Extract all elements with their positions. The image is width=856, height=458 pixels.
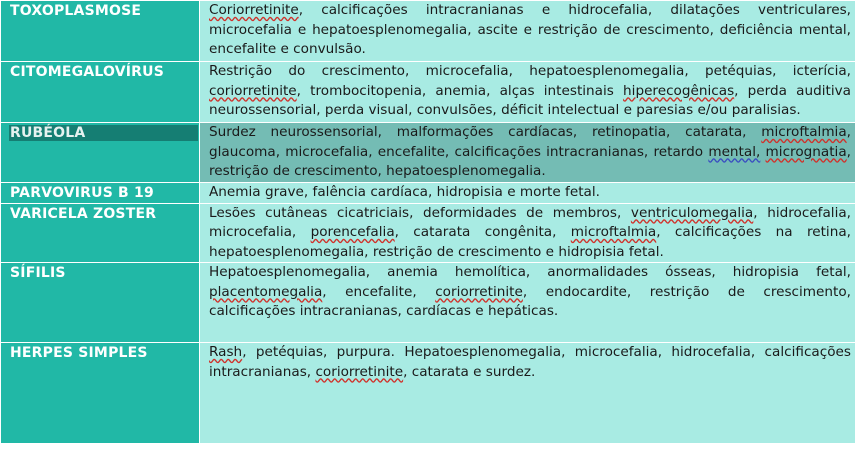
- findings-text: , endocardite, restrição de crescimento, calcificações intracranianas, cardíacas e hepáticas.: [209, 283, 851, 319]
- infection-name: SÍFILIS: [10, 265, 66, 281]
- spellcheck-flagged-word: Rash: [209, 344, 243, 360]
- infection-name-cell[interactable]: [1, 1, 200, 62]
- findings-cell[interactable]: [200, 203, 856, 263]
- findings-text: , trombocitopenia, anemia, alças intestinais: [296, 82, 624, 99]
- findings-text: Lesões cutâneas cicatriciais, deformidades de membros,: [209, 204, 631, 221]
- findings-text: , calcificações na retina, hepatoesplenomegalia, restrição de crescimento e hidropisia fetal.: [209, 224, 851, 260]
- infection-name-cell[interactable]: [1, 263, 200, 343]
- findings-text: , perda auditiva neurossensorial, perda visual, convulsões, déficit intelectual e paresias e/ou paralisias.: [209, 82, 851, 118]
- findings-text: , catarata congênita,: [394, 224, 571, 240]
- spellcheck-flagged-word: Coriorretinite: [209, 2, 299, 18]
- findings-text: , glaucoma, microcefalia, encefalite, calcificações intracranianas, retardo: [209, 124, 851, 160]
- table-row-selected: [1, 123, 856, 183]
- findings-text: , encefalite,: [322, 283, 436, 300]
- infection-name: HERPES SIMPLES: [10, 345, 148, 361]
- table-row: [1, 62, 856, 123]
- spellcheck-flagged-word: microftalmia: [761, 124, 847, 140]
- spellcheck-flagged-word: microftalmia: [570, 224, 657, 240]
- findings-text: , petéquias, purpura. Hepatoesplenomegalia, microcefalia, hidrocefalia, calcificações intracranianas,: [209, 344, 851, 380]
- infection-name: CITOMEGALOVÍRUS: [10, 64, 164, 80]
- findings-text: , catarata e surdez.: [403, 363, 536, 380]
- table-row: [1, 182, 856, 203]
- table-row: [1, 1, 856, 62]
- infection-name-cell[interactable]: [1, 123, 200, 183]
- infection-name: TOXOPLASMOSE: [10, 3, 142, 19]
- grammar-flagged-word: mental,: [708, 143, 761, 160]
- infection-name-cell[interactable]: [1, 182, 200, 203]
- findings-cell[interactable]: [200, 1, 856, 62]
- findings-text: , hidrocefalia, microcefalia,: [209, 204, 851, 240]
- findings-cell[interactable]: [200, 62, 856, 123]
- findings-text: Restrição do crescimento, microcefalia, hepatoesplenomegalia, petéquias, icterícia,: [209, 63, 851, 79]
- spellcheck-flagged-word: hiperecogênicas: [623, 82, 735, 99]
- spellcheck-flagged-word: ventriculomegalia: [630, 204, 754, 221]
- findings-text: Anemia grave, falência cardíaca, hidropisia e morte fetal.: [209, 183, 600, 200]
- findings-cell[interactable]: [200, 123, 856, 183]
- infection-name: PARVOVIRUS B 19: [10, 184, 154, 201]
- spellcheck-flagged-word: coriorretinite: [315, 363, 404, 380]
- infection-name-cell[interactable]: [1, 62, 200, 123]
- findings-text: Surdez neurossensorial, malformações cardíacas, retinopatia, catarata,: [209, 124, 762, 140]
- infection-name: VARICELA ZOSTER: [10, 205, 157, 222]
- findings-cell[interactable]: [200, 182, 856, 203]
- spellcheck-flagged-word: micrognatia: [765, 143, 847, 160]
- table-row: [1, 203, 856, 263]
- spellcheck-flagged-word: coriorretinite: [209, 82, 297, 99]
- table-row: [1, 343, 856, 444]
- spellcheck-flagged-word: coriorretinite: [435, 283, 523, 300]
- infection-name-cell[interactable]: [1, 343, 200, 444]
- findings-text: , calcificações intracranianas e hidrocefalia, dilatações ventriculares, microcefalia e hepatoesplenomegalia, ascite e restrição de crescimento, deficiência mental, encefalite e convulsão.: [209, 2, 851, 57]
- findings-text: Hepatoesplenomegalia, anemia hemolítica, anormalidades ósseas, hidropisia fetal,: [209, 264, 851, 280]
- findings-text: , restrição de crescimento, hepatoesplenomegalia.: [209, 143, 851, 179]
- findings-cell[interactable]: [200, 343, 856, 444]
- spellcheck-flagged-word: placentomegalia: [209, 283, 323, 300]
- table-row: [1, 263, 856, 343]
- findings-cell[interactable]: [200, 263, 856, 343]
- infection-name: RUBÉOLA: [9, 125, 198, 141]
- spellcheck-flagged-word: porencefalia: [310, 224, 395, 240]
- infection-name-cell[interactable]: [1, 203, 200, 263]
